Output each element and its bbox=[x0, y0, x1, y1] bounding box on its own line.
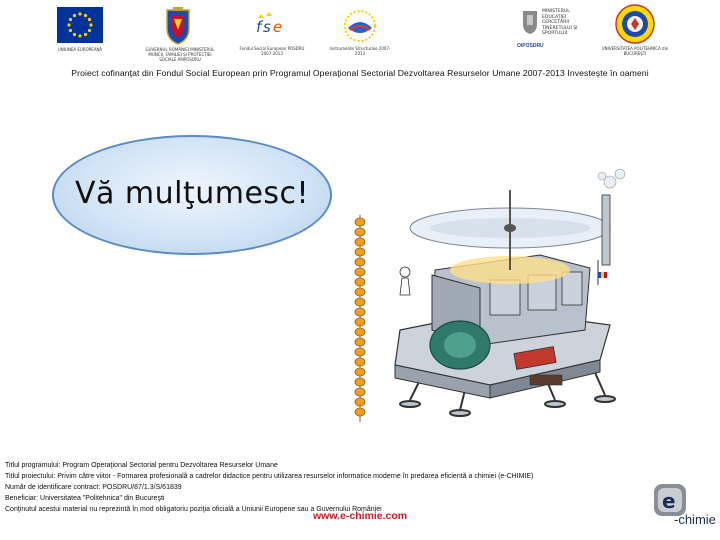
eu-caption: UNIUNEA EUROPEANĂ bbox=[57, 47, 103, 52]
coat-of-arms-icon bbox=[163, 6, 193, 46]
thank-you-text: Vă mulţumesc! bbox=[74, 176, 310, 211]
oi-posdru-caption: OIPOSDRU bbox=[517, 43, 544, 49]
instrumente-caption: Instrumente Structurale 2007-2013 bbox=[329, 46, 391, 56]
svg-text:s: s bbox=[263, 18, 271, 36]
ministry-text: MINISTERUL EDUCAȚIEI CERCETĂRII TINERETULUI ȘI SPORTULUI bbox=[542, 9, 578, 37]
upb-logo bbox=[613, 3, 657, 50]
eu-flag-logo bbox=[57, 7, 103, 49]
romania-coat-of-arms-logo bbox=[163, 6, 193, 51]
svg-text:e: e bbox=[662, 489, 676, 513]
instrumente-structurale-logo bbox=[340, 8, 380, 49]
star-circle-icon bbox=[340, 8, 380, 44]
fse-logo bbox=[252, 10, 292, 49]
beneficiary: Beneficiar: Universitatea "Politehnica" din Bucureşti bbox=[5, 495, 165, 502]
website-link[interactable]: www.e-chimie.com bbox=[313, 510, 408, 522]
contract-number: Număr de identificare contract: POSDRU/87/1.3/S/61839 bbox=[5, 484, 182, 491]
eu-flag-icon bbox=[57, 7, 103, 43]
ministry-crest-icon bbox=[520, 8, 540, 36]
oi-posdru-logo bbox=[520, 8, 540, 41]
romania-caption: GUVERNUL ROMÂNIEI MINISTERUL MUNCII, FAMILIEI ȘI PROTECȚIEI SOCIALE AMPOSDRU bbox=[145, 47, 215, 62]
e-chimie-label: -chimie bbox=[674, 512, 716, 527]
laboratory-rover-illustration bbox=[340, 160, 640, 430]
funding-statement: Proiect cofinanţat din Fondul Social European prin Programul Operaţional Sectorial Dezvoltarea Resurselor Umane 2007-2013 Investeşte în oameni bbox=[71, 68, 649, 78]
program-title: Titlul programului: Program Operaţional Sectorial pentru Dezvoltarea Resurselor Umane bbox=[5, 462, 278, 469]
project-title: Titlul proiectului: Privim către viitor - Formarea profesională a cadrelor didactice pentru utilizarea resurselor informatice moderne în predarea eficientă a chimiei (e-CHIMIE) bbox=[5, 473, 534, 480]
bead-chain bbox=[355, 215, 365, 422]
svg-text:e: e bbox=[273, 18, 283, 36]
fse-icon bbox=[252, 10, 292, 44]
upb-seal-icon bbox=[613, 3, 657, 45]
svg-text:f: f bbox=[256, 18, 262, 36]
fse-caption: Fondul Social European POSDRU 2007-2013 bbox=[239, 46, 305, 56]
disclaimer: Conţinutul acestui material nu reprezintă în mod obligatoriu poziţia oficială a Uniunii Europene sau a Guvernului României bbox=[5, 506, 382, 513]
upb-caption: UNIVERSITATEA POLITEHNICA din BUCUREŞTI bbox=[601, 46, 669, 56]
